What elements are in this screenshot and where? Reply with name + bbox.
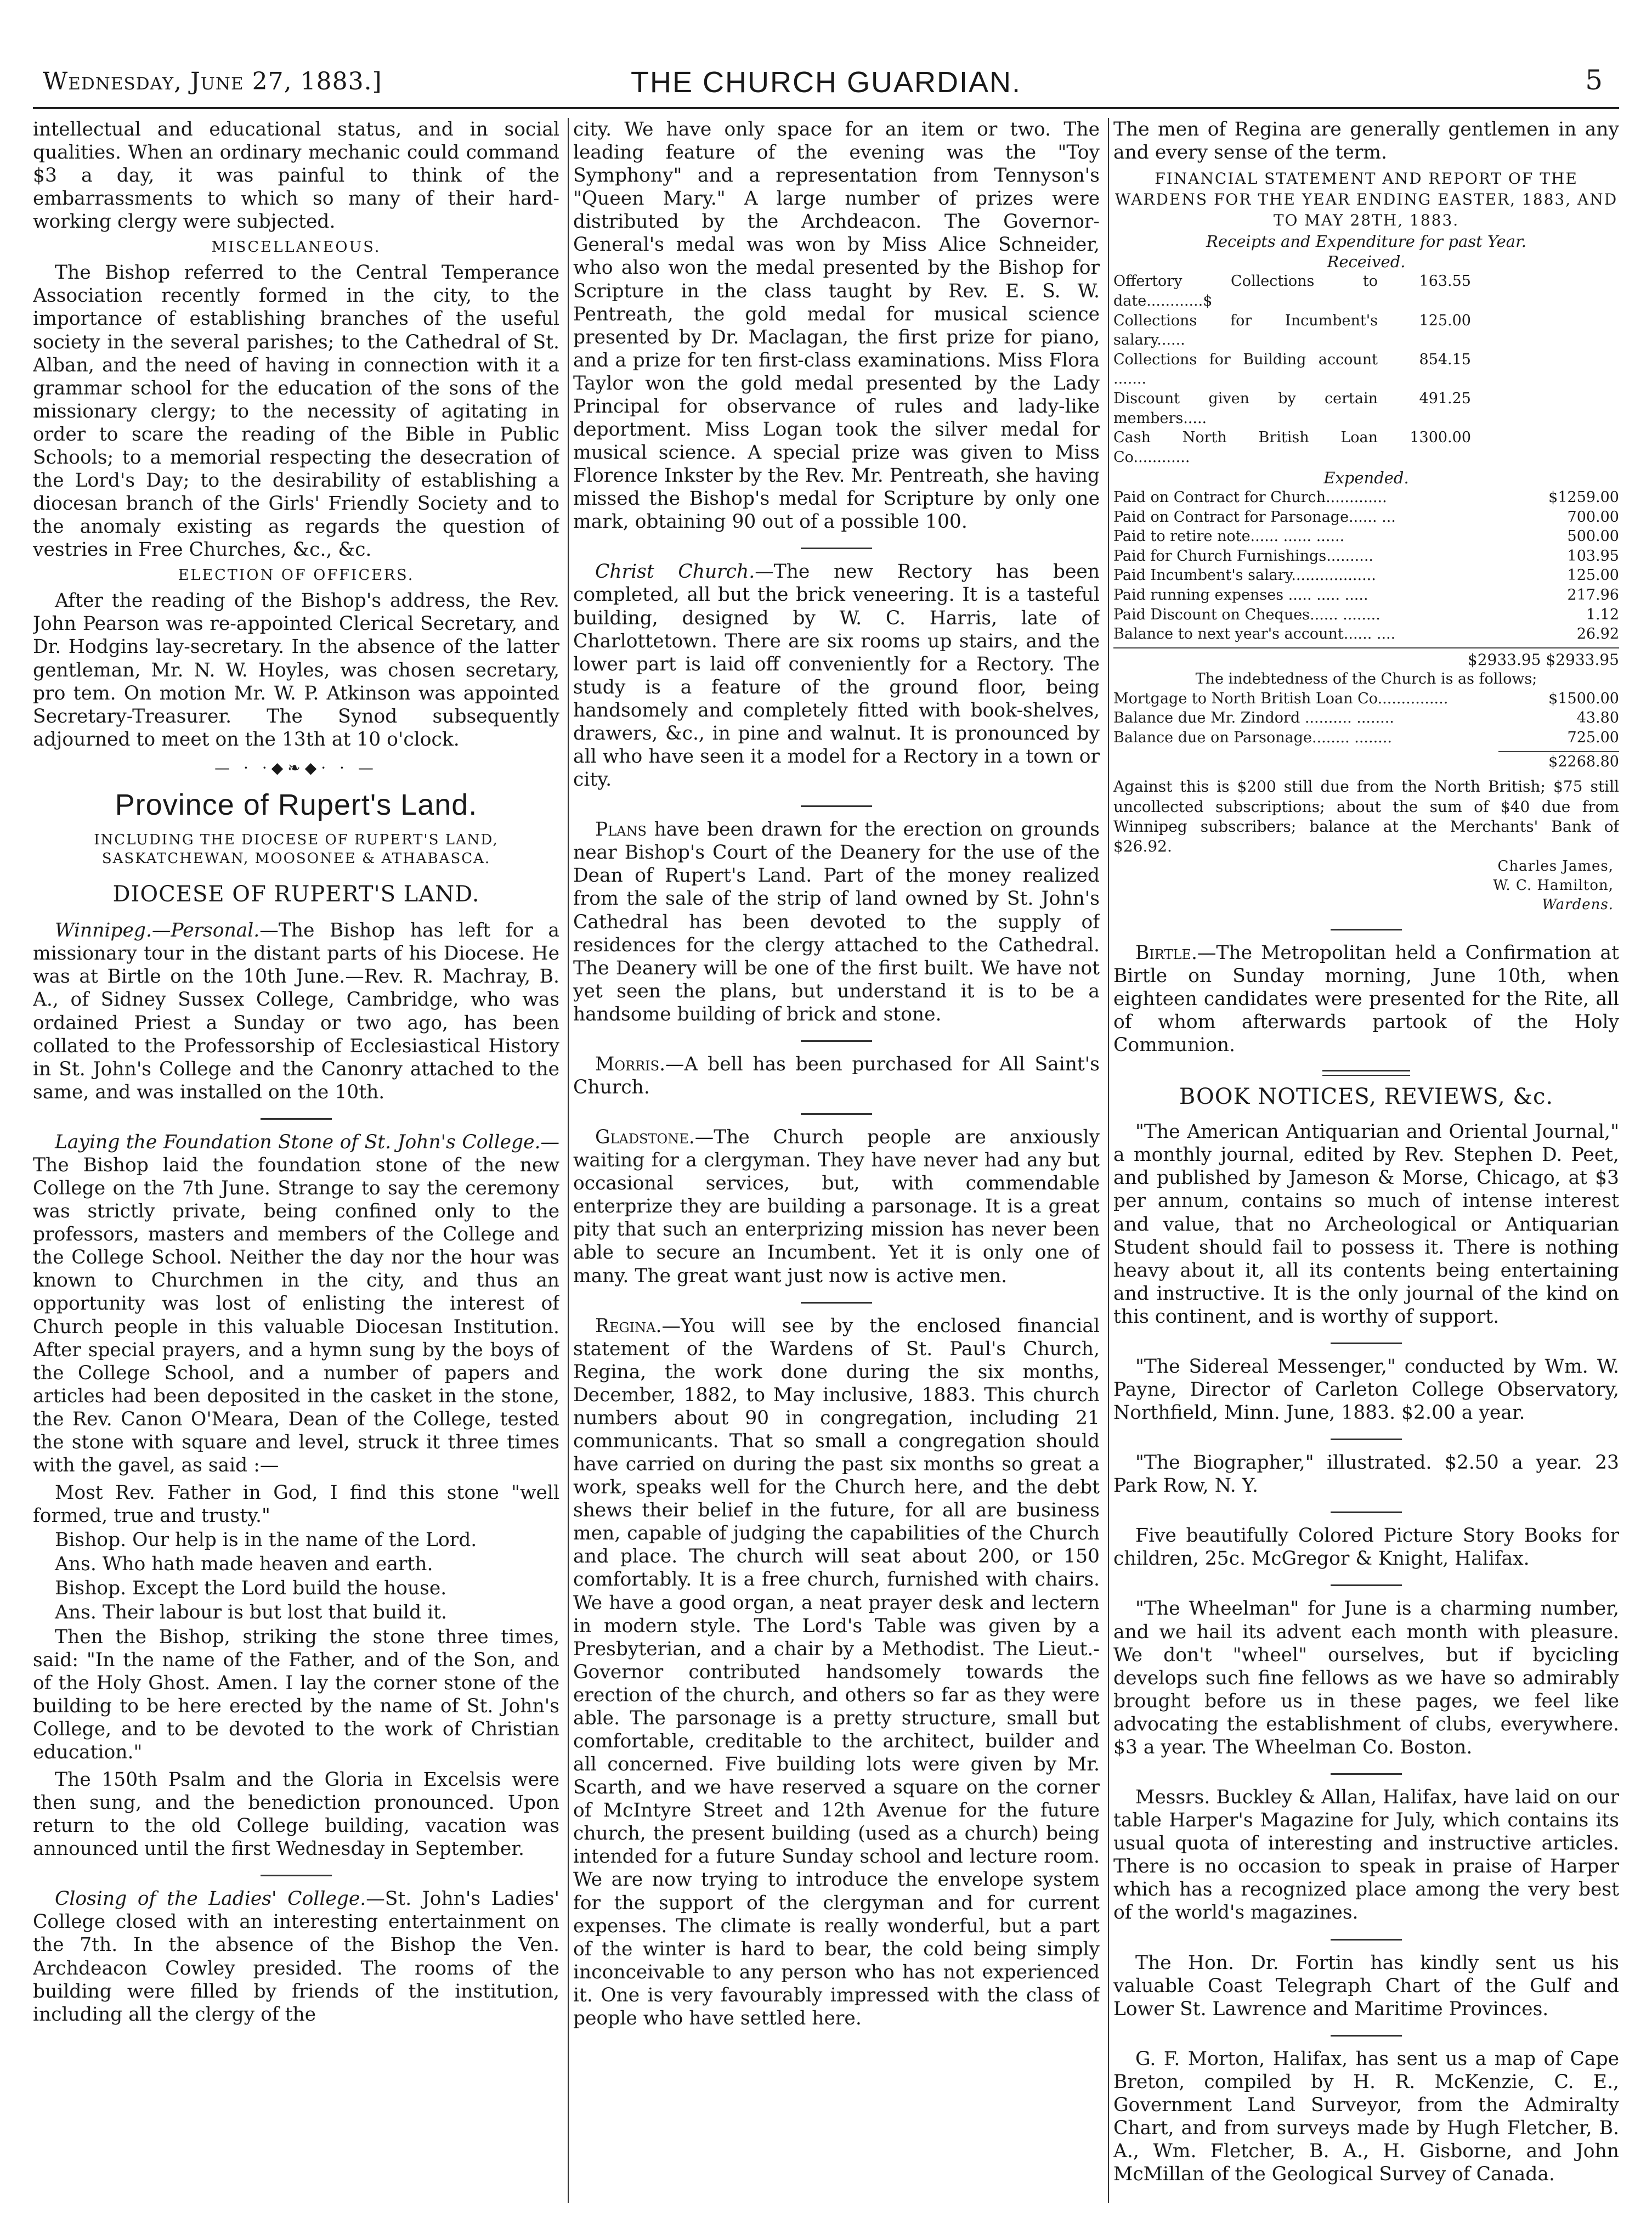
item-text: —St. John's Ladies' College closed with an interesting entertainment on the 7th. In the absence of the Bishop the Ven. Archdeacon Cowley presided. The rooms of the building were filled by friends of the institution, including all the clergy of the bbox=[33, 1888, 559, 2026]
paragraph bbox=[1113, 941, 1619, 1057]
debt-total: $2268.80 bbox=[1548, 753, 1619, 770]
divider bbox=[801, 1040, 872, 1042]
item-text: —The new Rectory has been completed, all but the brick veneering. It is a tasteful building, designed by W. C. Harris, late of Charlottetown. There are six rooms up stairs, and the lower part is laid off conveniently for a Rectory. The study is a feature of the ground floor, being handsomely and completely fitted with book-shelves, drawers, &c., in pine and walnut. It is pronounced by all who have seen it a model for a Rectory in a town or city. bbox=[573, 561, 1100, 791]
expended-heading: Expended. bbox=[1323, 468, 1409, 487]
ornament-divider: — · ·◆❧◆· · — bbox=[214, 758, 378, 777]
ledger-amount: 43.80 bbox=[1576, 709, 1619, 727]
page-number: 5 bbox=[1585, 64, 1603, 96]
ledger-amount: 26.92 bbox=[1576, 625, 1619, 643]
receipts-ledger bbox=[1113, 272, 1619, 467]
section-subheading: ELECTION OF OFFICERS. bbox=[178, 567, 415, 584]
ledger-amount: 163.55 bbox=[1419, 273, 1471, 290]
item-text: —A bell has been purchased for All Saint's Church. bbox=[573, 1053, 1100, 1098]
item-lead: Laying the Foundation Stone of St. John's College. bbox=[55, 1131, 541, 1153]
ledger-label: Paid Incumbent's salary.................. bbox=[1113, 567, 1376, 584]
ledger-amount: 103.95 bbox=[1567, 547, 1619, 565]
ledger-row bbox=[1113, 708, 1619, 728]
item-lead: Plans bbox=[595, 819, 647, 841]
paragraph: The Bishop referred to the Central Temperance Association recently formed in the city, to the importance of establishing branches of the useful society in the several parishes; to the Cathedral of St. Alban, and the need of having in connection with it a grammar school for the education of the sons of the missionary clergy; to the necessity of agitating in order to scare the reading of the Bible in Public Schools; to a memorial respecting the desecration of the Lord's Day; to the desirability of establishing a diocesan branch of the Girls' Friendly Society and to the anomaly existing as regards the question of vestries in Free Churches, &c., &c. bbox=[33, 262, 559, 561]
ledger-row bbox=[1113, 389, 1619, 428]
ledger-row bbox=[1113, 624, 1619, 644]
ledger-amount: 491.25 bbox=[1419, 390, 1471, 408]
paragraph: Five beautifully Colored Picture Story Books for children, 25c. McGregor & Knight, Halifax. bbox=[1113, 1525, 1619, 1570]
ledger-row bbox=[1113, 689, 1619, 709]
divider bbox=[1331, 1343, 1402, 1344]
ledger-row bbox=[1113, 605, 1619, 625]
paragraph: "The Biographer," illustrated. $2.50 a year. 23 Park Row, N. Y. bbox=[1113, 1452, 1619, 1497]
signature-line: Charles James, bbox=[1497, 858, 1614, 875]
ledger-amount: 725.00 bbox=[1567, 729, 1619, 746]
divider bbox=[261, 1875, 332, 1876]
ledger-amount: $1500.00 bbox=[1548, 690, 1619, 707]
book-notices-heading: BOOK NOTICES, REVIEWS, &c. bbox=[1179, 1084, 1554, 1110]
dialogue-line: Ans. Who hath made heaven and earth. bbox=[55, 1553, 433, 1576]
paragraph bbox=[573, 560, 1100, 791]
divider bbox=[801, 1113, 872, 1115]
ledger-amount: 125.00 bbox=[1567, 567, 1619, 584]
masthead-date: Wednesday, June 27, 1883.] bbox=[43, 67, 382, 95]
ledger-row bbox=[1113, 728, 1619, 748]
paragraph: Messrs. Buckley & Allan, Halifax, have laid on our table Harper's Magazine for July, which contains its usual quota of interesting and instructive articles. There is no occasion to speak in praise of Harper which has a recognized place among the very best of the world's magazines. bbox=[1113, 1786, 1619, 1924]
paragraph bbox=[33, 1887, 559, 2026]
ledger-row bbox=[1113, 527, 1619, 546]
dialogue-line: Bishop. Our help is in the name of the Lord. bbox=[55, 1529, 477, 1552]
divider bbox=[1331, 1584, 1402, 1586]
divider bbox=[261, 1118, 332, 1120]
paragraph: After the reading of the Bishop's address, the Rev. John Pearson was re-appointed Clerical Secretary, and Dr. Hodgins lay-secretary. In the absence of the latter gentleman, Mr. N. W. Hoyles, was chosen secretary, pro tem. On motion Mr. W. P. Atkinson was appointed Secretary-Treasurer. The Synod subsequently adjourned to meet on the 13th at 10 o'clock. bbox=[33, 590, 559, 751]
ledger-amount: 854.15 bbox=[1419, 351, 1471, 368]
paragraph bbox=[573, 1126, 1100, 1288]
ledger-row bbox=[1113, 566, 1619, 585]
item-text: —The Bishop has left for a missionary tour in the distant parts of his Diocese. He was at Birtle on the 10th June.—Rev. R. Machray, B. A., of Sidney Sussex College, Cambridge, who was ordained Priest a Sunday or two ago, has been collated to the Professorship of Ecclesiastical History in St. John's College and the Canonry attached to the same, and was installed on the 10th. bbox=[33, 920, 559, 1103]
divider bbox=[1331, 1439, 1402, 1440]
ledger-amount: 1.12 bbox=[1586, 606, 1619, 623]
dialogue-line: Ans. Their labour is but lost that build it. bbox=[55, 1601, 447, 1624]
ledger-row bbox=[1113, 488, 1619, 507]
column-1 bbox=[33, 118, 559, 2203]
signature-title: Wardens. bbox=[1542, 896, 1614, 913]
item-text: —The Metropolitan held a Confirmation at Birtle on Sunday morning, June 10th, when eighteen candidates were presented for the Rite, all of whom afterwards partook of the Holy Communion. bbox=[1113, 942, 1619, 1057]
item-text: —The Church people are anxiously waiting for a clergyman. They have never had any but occasional services, but, with commendable enterprize they are building a parsonage. It is a great pity that such an enterprizing mission has never been able to secure an Incumbent. Yet it is only one of many. The great want just now is active men. bbox=[573, 1126, 1100, 1287]
financial-statement-title: FINANCIAL STATEMENT AND REPORT OF THE WARDENS FOR THE YEAR ENDING EASTER, 1883, AND TO MAY 28TH, 1883. bbox=[1114, 170, 1618, 229]
paragraph: intellectual and educational status, and in social qualities. When an ordinary mechanic could command $3 a day, it was painful to think of the embarrassments to which so many of their hard-working clergy were subjected. bbox=[33, 119, 559, 233]
item-lead: Closing of the Ladies' College. bbox=[55, 1888, 366, 1910]
paragraph bbox=[573, 1315, 1100, 2030]
ledger-label: Collections for Building account ....... bbox=[1113, 351, 1378, 388]
columns bbox=[33, 118, 1619, 2203]
ledger-label: Paid Discount on Cheques...... ........ bbox=[1113, 606, 1381, 623]
ledger-label: Paid for Church Furnishings.......... bbox=[1113, 547, 1374, 565]
ledger-amount: 217.96 bbox=[1567, 586, 1619, 604]
paragraph: The 150th Psalm and the Gloria in Excelsis were then sung, and the benediction pronounced. Upon return to the old College building, vacation was announced until the first Wednesday in September. bbox=[33, 1768, 559, 1860]
paragraph: "The Wheelman" for June is a charming number, and we hail its advent each month with pleasure. We don't "wheel" ourselves, but if bycicling develops such fine fellows as we have so admirably brought before us in these pages, we feel like advocating the establishment of clubs, everywhere. $3 a year. The Wheelman Co. Boston. bbox=[1113, 1598, 1619, 1758]
column-3 bbox=[1113, 118, 1619, 2203]
divider bbox=[801, 805, 872, 807]
divider bbox=[1331, 1773, 1402, 1775]
ledger-label: Paid on Contract for Parsonage...... ... bbox=[1113, 508, 1396, 526]
paragraph: The Hon. Dr. Fortin has kindly sent us his valuable Coast Telegraph Chart of the Gulf and Lower St. Lawrence and Maritime Provinces. bbox=[1113, 1951, 1619, 2020]
item-lead: Gladstone. bbox=[595, 1126, 695, 1149]
paragraph bbox=[33, 1131, 559, 1477]
column-2 bbox=[573, 118, 1100, 2203]
ledger-amount: 125.00 bbox=[1419, 312, 1471, 329]
ledger-label: Offertory Collections to date............$ bbox=[1113, 273, 1378, 309]
ledger-totals: $2933.95 $2933.95 bbox=[1113, 647, 1619, 669]
paragraph: The men of Regina are generally gentlemen in any and every sense of the term. bbox=[1113, 119, 1619, 164]
paragraph bbox=[573, 818, 1100, 1026]
ledger-row bbox=[1113, 428, 1619, 467]
divider bbox=[1331, 2035, 1402, 2037]
ledger-label: Paid running expenses ..... ..... ..... bbox=[1113, 586, 1368, 604]
paragraph bbox=[33, 919, 559, 1104]
item-lead: Christ Church. bbox=[595, 561, 755, 583]
province-subtitle: INCLUDING THE DIOCESE OF RUPERT'S LAND, SASKATCHEWAN, MOOSONEE & ATHABASCA. bbox=[94, 831, 499, 867]
ledger-label: Paid on Contract for Church............. bbox=[1113, 488, 1387, 506]
ledger-amount: 700.00 bbox=[1567, 508, 1619, 526]
ledger-amount: 500.00 bbox=[1567, 528, 1619, 545]
divider bbox=[1331, 1511, 1402, 1513]
ledger-amount: $1259.00 bbox=[1548, 488, 1619, 506]
statement-note: Against this is $200 still due from the North British; $75 still uncollected subscriptions; about the sum of $40 due from Winnipeg subscribers; balance at the Merchants' Bank of $26.92. bbox=[1113, 777, 1619, 856]
ledger-row bbox=[1113, 311, 1619, 350]
debts-ledger bbox=[1113, 689, 1619, 748]
indebtedness-heading: The indebtedness of the Church is as follows; bbox=[1195, 670, 1537, 688]
paragraph bbox=[573, 1053, 1100, 1099]
ledger-label: Paid to retire note...... ...... ...... bbox=[1113, 528, 1345, 545]
ledger-label: Balance due Mr. Zindord .......... ........ bbox=[1113, 709, 1394, 727]
ledger-label: Balance to next year's account...... .... bbox=[1113, 625, 1396, 643]
ledger-label: Discount given by certain members..... bbox=[1113, 390, 1378, 427]
diocese-title: DIOCESE OF RUPERT'S LAND. bbox=[112, 882, 480, 907]
ledger-label: Cash North British Loan Co............ bbox=[1113, 429, 1378, 466]
masthead-title: THE CHURCH GUARDIAN. bbox=[630, 66, 1022, 99]
ledger-row bbox=[1113, 546, 1619, 566]
item-lead: Regina. bbox=[595, 1315, 662, 1337]
divider bbox=[1322, 1070, 1410, 1076]
financial-statement-subtitle: Receipts and Expenditure for past Year. bbox=[1206, 232, 1526, 251]
ledger-amount: 1300.00 bbox=[1410, 429, 1471, 447]
paragraph: city. We have only space for an item or two. The leading feature of the evening was the "Toy Symphony" and a representation from Tennyson's "Queen Mary." A large number of prizes were distributed by the Archdeacon. The Governor-General's medal was won by Miss Alice Schneider, who also won the medal presented by the Bishop for Scripture in the class taught by Rev. E. S. W. Pentreath, the gold medal for musical science presented by Dr. Maclagan, the first prize for piano, and a prize for ten first-class examinations. Miss Flora Taylor won the gold medal presented by the Lady Principal for observance of rules and lady-like deportment. Miss Logan took the silver medal for musical science. A special prize was given to Miss Florence Inkster by the Rev. Mr. Pentreath, she having missed the Bishop's medal for Scripture by only one mark, obtaining 90 out of a possible 100. bbox=[573, 119, 1100, 533]
ledger-label: Mortgage to North British Loan Co............... bbox=[1113, 690, 1449, 707]
section-subheading: MISCELLANEOUS. bbox=[211, 239, 381, 256]
ledger-row bbox=[1113, 350, 1619, 389]
expenses-ledger bbox=[1113, 488, 1619, 644]
ledger-label: Collections for Incumbent's salary...... bbox=[1113, 312, 1378, 349]
paragraph: "The Sidereal Messenger," conducted by Wm. W. Payne, Director of Carleton College Observatory, Northfield, Minn. June, 1883. $2.00 a year. bbox=[1113, 1355, 1619, 1424]
ledger-row bbox=[1113, 507, 1619, 527]
divider bbox=[1331, 1939, 1402, 1941]
paragraph: "The American Antiquarian and Oriental Journal," a monthly journal, edited by Rev. Stephen D. Peet, and published by Jameson & Morse, Chicago, at $3 per annum, contains so much of intense interest and value, that no Archeological or Antiquarian Student should fail to possess it. There is nothing heavy about it, all its contents being entertaining and instructive. It is the only journal of the kind on this continent, and is worthy of support. bbox=[1113, 1121, 1619, 1328]
divider bbox=[801, 1302, 872, 1304]
ledger-label: Balance due on Parsonage........ ........ bbox=[1113, 729, 1392, 746]
item-text: —The Bishop laid the foundation stone of the new College on the 7th June. Strange to say the ceremony was strictly private, being confined only to the professors, masters and members of the College and the College School. Neither the day nor the hour was known to Churchmen in the city, and thus an opportunity was lost of enlisting the interest of Church people in this valuable Diocesan Institution. After special prayers, and a hymn sung by the boys of the College School, and a number of papers and articles had been deposited in the casket in the stone, the Rev. Canon O'Meara, Dean of the College, tested the stone with square and level, struck it three times with the gavel, as said :— bbox=[33, 1131, 559, 1476]
item-lead: Birtle. bbox=[1135, 942, 1197, 964]
dialogue-line: Most Rev. Father in God, I find this stone "well formed, true and trusty." bbox=[33, 1482, 559, 1527]
masthead bbox=[33, 58, 1619, 109]
paragraph: G. F. Morton, Halifax, has sent us a map of Cape Breton, compiled by H. R. McKenzie, C. E., Government Land Surveyor, from the Admiralty Chart, and from surveys made by Hugh Fletcher, B. A., Wm. Fletcher, B. A., H. Gisborne, and John McMillan of the Geological Survey of Canada. bbox=[1113, 2047, 1619, 2186]
item-lead: Morris. bbox=[595, 1053, 666, 1075]
dialogue-line: Bishop. Except the Lord build the house. bbox=[55, 1577, 447, 1600]
item-text: —You will see by the enclosed financial statement of the Wardens of St. Paul's Church, Regina, the work done during the six months, December, 1882, to May inclusive, 1883. This church numbers about 90 in congregation, including 21 communicants. That so small a congregation should have carried on during the past six months so great a work, speaks well for the Church here, and the debt shews their belief in the future, for all are business men, capable of judging the capabilities of the Church and place. The church will seat about 200, or 150 comfortably. It is a free church, furnished with chairs. We have a good organ, a neat prayer desk and lectern in modern style. The Lord's Table was given by a Presbyterian, and a chair by a Methodist. The Lieut.-Governor contributed handsomely towards the erection of the church, and others so far as they were able. The parsonage is a pretty structure, small but comfortable, creditable to the architect, builder and all concerned. Five building lots were given by Mr. Scarth, and we have reserved a square on the corner of McIntyre Street and 12th Avenue for the future church, the present building (used as a church) being intended for a future Sunday school and lecture room. We are now trying to introduce the envelope system for the support of the clergyman and for current expenses. The climate is really wonderful, but a part of the winter is hard to bear, the cold being simply inconceivable to any person who has not experienced it. One is very favourably impressed with the class of people who have settled here. bbox=[573, 1315, 1100, 2029]
paragraph: Then the Bishop, striking the stone three times, said: "In the name of the Father, and of the Son, and of the Holy Ghost. Amen. I lay the corner stone of the building to be here erected by the name of St. John's College, and to be devoted to the work of Christian education." bbox=[33, 1626, 559, 1763]
signature-line: W. C. Hamilton, bbox=[1493, 877, 1614, 894]
ledger-row bbox=[1113, 585, 1619, 605]
item-lead: Winnipeg.—Personal. bbox=[55, 920, 260, 942]
received-heading: Received. bbox=[1327, 252, 1406, 271]
ledger-row bbox=[1113, 272, 1619, 311]
province-title: Province of Rupert's Land. bbox=[115, 788, 478, 821]
divider bbox=[1331, 929, 1402, 930]
item-text: have been drawn for the erection on grounds near Bishop's Court of the Deanery for the use of the Dean of Rupert's Land. Part of the money realized from the sale of the strip of land owned by St. John's Cathedral has been devoted to the supply of residences for the clergy attached to the Cathedral. The Deanery will be one of the first built. We have not yet seen the plans, but understand it is to be a handsome building of brick and stone. bbox=[573, 819, 1100, 1025]
divider bbox=[801, 548, 872, 549]
